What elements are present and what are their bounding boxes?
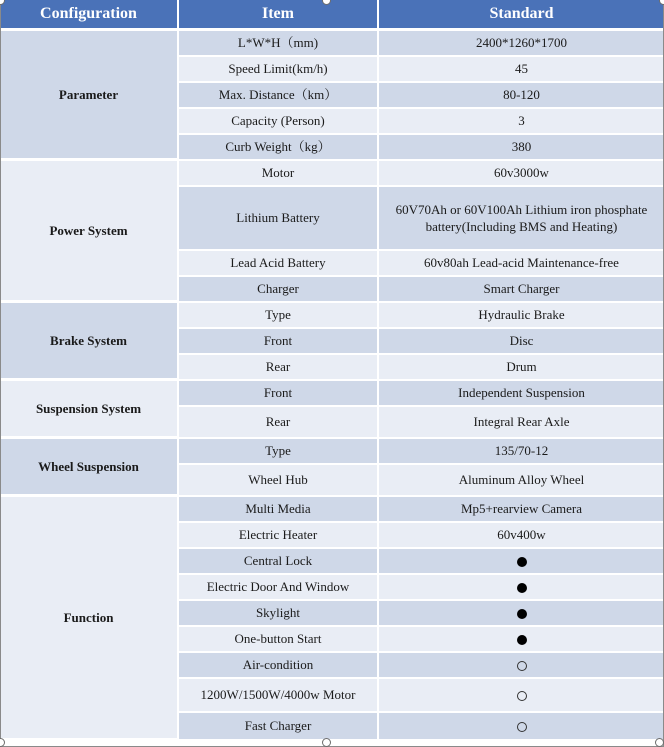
group-label: Suspension System bbox=[0, 380, 178, 438]
standard-cell: Aluminum Alloy Wheel bbox=[378, 464, 664, 496]
standard-cell bbox=[378, 548, 664, 574]
item-cell: Type bbox=[178, 438, 378, 464]
item-cell: Front bbox=[178, 328, 378, 354]
standard-cell: Integral Rear Axle bbox=[378, 406, 664, 438]
item-cell: Lead Acid Battery bbox=[178, 250, 378, 276]
standard-cell: 60v80ah Lead-acid Maintenance-free bbox=[378, 250, 664, 276]
standard-equipment-icon bbox=[517, 635, 527, 645]
standard-cell: Hydraulic Brake bbox=[378, 302, 664, 328]
standard-equipment-icon bbox=[517, 609, 527, 619]
header-item: Item bbox=[178, 0, 378, 30]
standard-cell bbox=[378, 574, 664, 600]
standard-cell bbox=[378, 712, 664, 740]
table-row bbox=[0, 160, 664, 186]
item-cell: Type bbox=[178, 302, 378, 328]
item-cell: Central Lock bbox=[178, 548, 378, 574]
standard-cell: Drum bbox=[378, 354, 664, 380]
item-cell: Air-condition bbox=[178, 652, 378, 678]
standard-cell: 60v400w bbox=[378, 522, 664, 548]
standard-cell: 80-120 bbox=[378, 82, 664, 108]
item-cell: Speed Limit(km/h) bbox=[178, 56, 378, 82]
resize-handle-bottom-center[interactable] bbox=[322, 738, 331, 747]
table-row bbox=[0, 496, 664, 522]
standard-cell: 60v3000w bbox=[378, 160, 664, 186]
item-cell: Multi Media bbox=[178, 496, 378, 522]
item-cell: Skylight bbox=[178, 600, 378, 626]
item-cell: Electric Heater bbox=[178, 522, 378, 548]
header-configuration: Configuration bbox=[0, 0, 178, 30]
standard-cell: Mp5+rearview Camera bbox=[378, 496, 664, 522]
item-cell: Front bbox=[178, 380, 378, 406]
item-cell: Capacity (Person) bbox=[178, 108, 378, 134]
table-row bbox=[0, 380, 664, 406]
item-cell: Fast Charger bbox=[178, 712, 378, 740]
item-cell: Electric Door And Window bbox=[178, 574, 378, 600]
standard-cell bbox=[378, 652, 664, 678]
item-cell: Rear bbox=[178, 354, 378, 380]
resize-handle-bottom-right[interactable] bbox=[655, 738, 664, 747]
item-cell: One-button Start bbox=[178, 626, 378, 652]
group-label: Brake System bbox=[0, 302, 178, 380]
group-label: Function bbox=[0, 496, 178, 740]
group-label: Parameter bbox=[0, 30, 178, 160]
standard-equipment-icon bbox=[517, 583, 527, 593]
header-row bbox=[0, 0, 664, 30]
selection-edge-left bbox=[0, 0, 1, 747]
standard-cell: 2400*1260*1700 bbox=[378, 30, 664, 56]
standard-cell: Smart Charger bbox=[378, 276, 664, 302]
optional-equipment-icon bbox=[517, 661, 527, 671]
item-cell: Rear bbox=[178, 406, 378, 438]
standard-cell bbox=[378, 626, 664, 652]
item-cell: Motor bbox=[178, 160, 378, 186]
group-label: Wheel Suspension bbox=[0, 438, 178, 496]
standard-cell: 3 bbox=[378, 108, 664, 134]
item-cell: 1200W/1500W/4000w Motor bbox=[178, 678, 378, 712]
standard-cell: Disc bbox=[378, 328, 664, 354]
standard-cell: 60V70Ah or 60V100Ah Lithium iron phosphate battery(Including BMS and Heating) bbox=[378, 186, 664, 250]
table-row bbox=[0, 438, 664, 464]
standard-cell: Independent Suspension bbox=[378, 380, 664, 406]
standard-cell: 135/70-12 bbox=[378, 438, 664, 464]
optional-equipment-icon bbox=[517, 722, 527, 732]
standard-cell: 45 bbox=[378, 56, 664, 82]
standard-cell: 380 bbox=[378, 134, 664, 160]
item-cell: L*W*H（mm) bbox=[178, 30, 378, 56]
item-cell: Max. Distance（km） bbox=[178, 82, 378, 108]
standard-equipment-icon bbox=[517, 557, 527, 567]
optional-equipment-icon bbox=[517, 691, 527, 701]
table-body bbox=[0, 30, 664, 740]
standard-cell bbox=[378, 678, 664, 712]
item-cell: Charger bbox=[178, 276, 378, 302]
table-row bbox=[0, 302, 664, 328]
item-cell: Curb Weight（kg） bbox=[178, 134, 378, 160]
item-cell: Wheel Hub bbox=[178, 464, 378, 496]
header-standard: Standard bbox=[378, 0, 664, 30]
table-row bbox=[0, 30, 664, 56]
group-label: Power System bbox=[0, 160, 178, 302]
item-cell: Lithium Battery bbox=[178, 186, 378, 250]
standard-cell bbox=[378, 600, 664, 626]
